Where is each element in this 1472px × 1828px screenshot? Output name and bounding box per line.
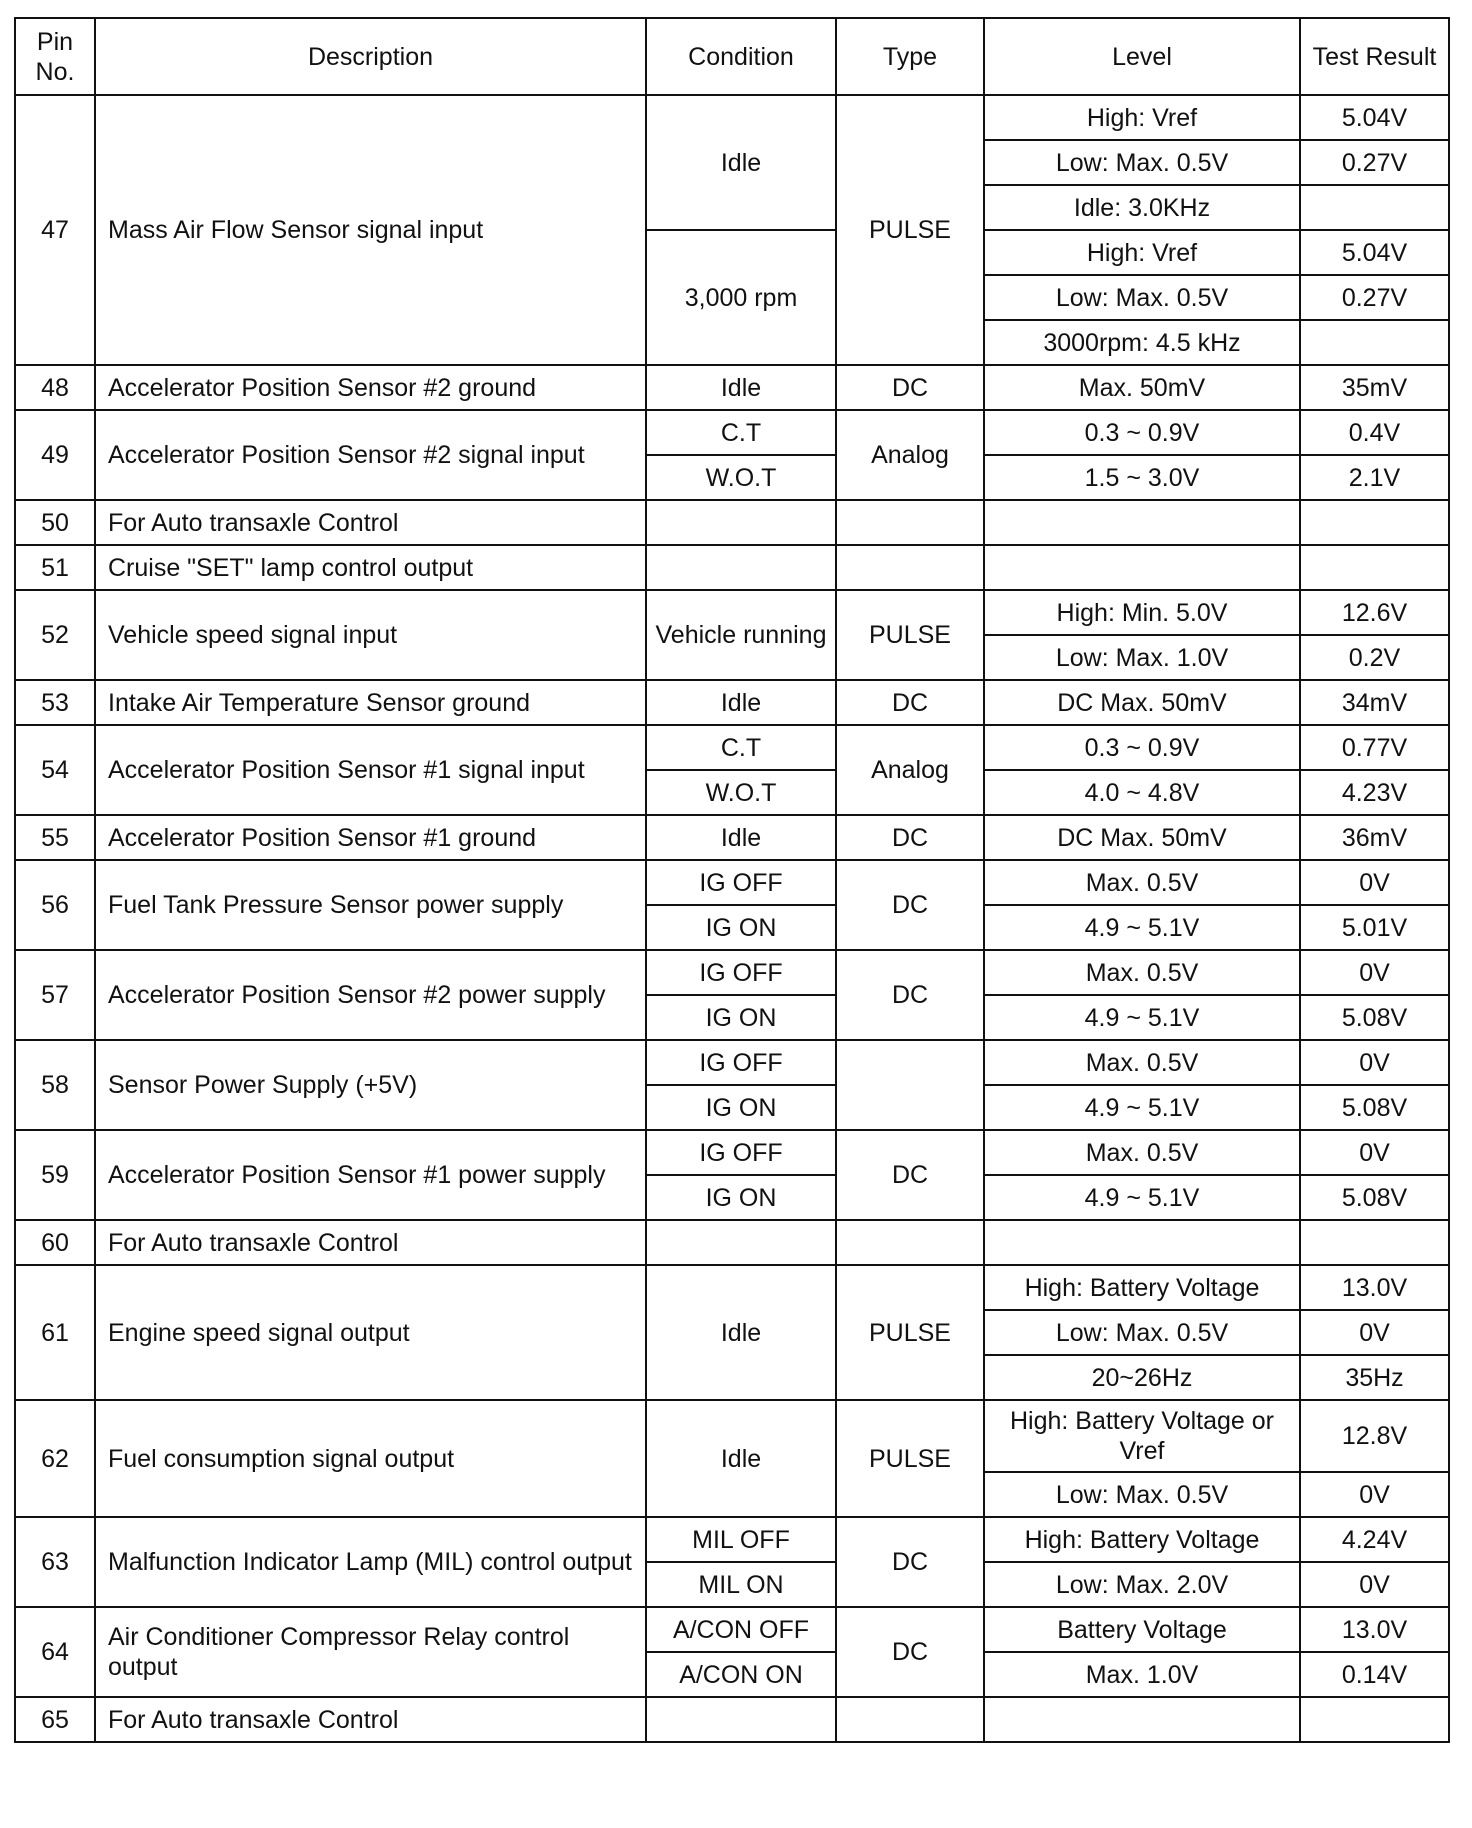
level-cell: High: Vref <box>984 230 1300 275</box>
pin-description: Fuel consumption signal output <box>95 1400 646 1517</box>
result-cell <box>1300 185 1449 230</box>
type-cell: DC <box>836 1517 984 1607</box>
level-cell: Low: Max. 2.0V <box>984 1562 1300 1607</box>
condition-cell: IG OFF <box>646 1130 836 1175</box>
result-cell: 0.77V <box>1300 725 1449 770</box>
condition-cell <box>646 1220 836 1265</box>
pin-description: Accelerator Position Sensor #1 power supply <box>95 1130 646 1220</box>
result-cell: 5.04V <box>1300 230 1449 275</box>
table-row <box>15 1130 1449 1175</box>
result-cell: 0V <box>1300 1130 1449 1175</box>
table-row <box>15 1697 1449 1742</box>
level-cell: Low: Max. 0.5V <box>984 1472 1300 1517</box>
pin-description: Malfunction Indicator Lamp (MIL) control output <box>95 1517 646 1607</box>
pin-number: 57 <box>15 950 95 1040</box>
result-cell: 0V <box>1300 860 1449 905</box>
table-row <box>15 95 1449 140</box>
condition-cell: IG ON <box>646 905 836 950</box>
table-row <box>15 1040 1449 1085</box>
condition-cell: Vehicle running <box>646 590 836 680</box>
condition-cell: Idle <box>646 365 836 410</box>
result-cell: 35Hz <box>1300 1355 1449 1400</box>
level-cell: Idle: 3.0KHz <box>984 185 1300 230</box>
level-cell: 0.3 ~ 0.9V <box>984 725 1300 770</box>
pin-description: Accelerator Position Sensor #1 ground <box>95 815 646 860</box>
condition-cell: Idle <box>646 1400 836 1517</box>
result-cell: 12.8V <box>1300 1400 1449 1472</box>
result-cell: 36mV <box>1300 815 1449 860</box>
pin-number: 52 <box>15 590 95 680</box>
type-cell: PULSE <box>836 1400 984 1517</box>
pin-description: Air Conditioner Compressor Relay control output <box>95 1607 646 1697</box>
type-cell: DC <box>836 680 984 725</box>
result-cell: 4.23V <box>1300 770 1449 815</box>
level-cell: DC Max. 50mV <box>984 680 1300 725</box>
type-cell <box>836 1040 984 1130</box>
condition-cell: Idle <box>646 680 836 725</box>
table-row <box>15 1265 1449 1310</box>
level-cell: High: Battery Voltage <box>984 1265 1300 1310</box>
header-type: Type <box>836 18 984 95</box>
header-description: Description <box>95 18 646 95</box>
level-cell <box>984 500 1300 545</box>
pin-number: 54 <box>15 725 95 815</box>
pin-test-table <box>14 17 1450 1743</box>
table-row <box>15 500 1449 545</box>
pin-description: Fuel Tank Pressure Sensor power supply <box>95 860 646 950</box>
pin-description: Vehicle speed signal input <box>95 590 646 680</box>
level-cell: Low: Max. 1.0V <box>984 635 1300 680</box>
condition-cell <box>646 1697 836 1742</box>
pin-number: 50 <box>15 500 95 545</box>
result-cell <box>1300 1220 1449 1265</box>
type-cell <box>836 1697 984 1742</box>
level-cell <box>984 545 1300 590</box>
type-cell: PULSE <box>836 590 984 680</box>
level-cell: 1.5 ~ 3.0V <box>984 455 1300 500</box>
pin-number: 55 <box>15 815 95 860</box>
condition-cell: Idle <box>646 1265 836 1400</box>
level-cell: Max. 1.0V <box>984 1652 1300 1697</box>
table-row <box>15 1517 1449 1562</box>
table-row <box>15 365 1449 410</box>
table-row <box>15 1220 1449 1265</box>
pin-number: 49 <box>15 410 95 500</box>
result-cell <box>1300 1697 1449 1742</box>
pin-description: For Auto transaxle Control <box>95 1697 646 1742</box>
condition-cell: 3,000 rpm <box>646 230 836 365</box>
level-cell: Low: Max. 0.5V <box>984 140 1300 185</box>
type-cell: DC <box>836 1607 984 1697</box>
type-cell <box>836 1220 984 1265</box>
level-cell: DC Max. 50mV <box>984 815 1300 860</box>
result-cell <box>1300 545 1449 590</box>
result-cell: 5.08V <box>1300 1175 1449 1220</box>
level-cell: High: Battery Voltage or Vref <box>984 1400 1300 1472</box>
pin-description: Accelerator Position Sensor #1 signal input <box>95 725 646 815</box>
type-cell: DC <box>836 1130 984 1220</box>
level-cell: Max. 0.5V <box>984 1130 1300 1175</box>
pin-number: 48 <box>15 365 95 410</box>
type-cell <box>836 500 984 545</box>
result-cell: 12.6V <box>1300 590 1449 635</box>
type-cell: DC <box>836 860 984 950</box>
level-cell: 4.9 ~ 5.1V <box>984 1175 1300 1220</box>
pin-number: 51 <box>15 545 95 590</box>
condition-cell: A/CON OFF <box>646 1607 836 1652</box>
result-cell: 4.24V <box>1300 1517 1449 1562</box>
pin-number: 53 <box>15 680 95 725</box>
condition-cell: C.T <box>646 410 836 455</box>
result-cell: 0.4V <box>1300 410 1449 455</box>
condition-cell: IG OFF <box>646 860 836 905</box>
pin-description: Sensor Power Supply (+5V) <box>95 1040 646 1130</box>
type-cell <box>836 545 984 590</box>
condition-cell: W.O.T <box>646 455 836 500</box>
result-cell: 0.14V <box>1300 1652 1449 1697</box>
result-cell: 0V <box>1300 1562 1449 1607</box>
condition-cell: W.O.T <box>646 770 836 815</box>
pin-description: For Auto transaxle Control <box>95 1220 646 1265</box>
type-cell: PULSE <box>836 95 984 365</box>
condition-cell: IG ON <box>646 995 836 1040</box>
result-cell: 5.08V <box>1300 995 1449 1040</box>
type-cell: DC <box>836 815 984 860</box>
pin-number: 60 <box>15 1220 95 1265</box>
condition-cell: Idle <box>646 95 836 230</box>
level-cell: Low: Max. 0.5V <box>984 1310 1300 1355</box>
pin-description: For Auto transaxle Control <box>95 500 646 545</box>
header-level: Level <box>984 18 1300 95</box>
result-cell <box>1300 500 1449 545</box>
result-cell: 5.01V <box>1300 905 1449 950</box>
condition-cell: Idle <box>646 815 836 860</box>
pin-number: 59 <box>15 1130 95 1220</box>
level-cell <box>984 1220 1300 1265</box>
pin-number: 62 <box>15 1400 95 1517</box>
level-cell: 3000rpm: 4.5 kHz <box>984 320 1300 365</box>
condition-cell: IG OFF <box>646 950 836 995</box>
type-cell: DC <box>836 365 984 410</box>
level-cell: Max. 0.5V <box>984 860 1300 905</box>
result-cell: 34mV <box>1300 680 1449 725</box>
condition-cell: IG ON <box>646 1085 836 1130</box>
pin-description: Accelerator Position Sensor #2 ground <box>95 365 646 410</box>
result-cell: 13.0V <box>1300 1607 1449 1652</box>
header-condition: Condition <box>646 18 836 95</box>
result-cell: 0V <box>1300 1040 1449 1085</box>
table-row <box>15 590 1449 635</box>
type-cell: PULSE <box>836 1265 984 1400</box>
pin-number: 58 <box>15 1040 95 1130</box>
result-cell <box>1300 320 1449 365</box>
type-cell: DC <box>836 950 984 1040</box>
result-cell: 13.0V <box>1300 1265 1449 1310</box>
table-row <box>15 815 1449 860</box>
pin-number: 65 <box>15 1697 95 1742</box>
table-row <box>15 545 1449 590</box>
pin-number: 56 <box>15 860 95 950</box>
level-cell: High: Battery Voltage <box>984 1517 1300 1562</box>
condition-cell: IG OFF <box>646 1040 836 1085</box>
pin-number: 64 <box>15 1607 95 1697</box>
result-cell: 0.2V <box>1300 635 1449 680</box>
pin-description: Mass Air Flow Sensor signal input <box>95 95 646 365</box>
condition-cell: A/CON ON <box>646 1652 836 1697</box>
table-row <box>15 1607 1449 1652</box>
pin-number: 63 <box>15 1517 95 1607</box>
condition-cell <box>646 500 836 545</box>
table-row <box>15 860 1449 905</box>
table-row <box>15 680 1449 725</box>
condition-cell: IG ON <box>646 1175 836 1220</box>
level-cell: Low: Max. 0.5V <box>984 275 1300 320</box>
pin-description: Accelerator Position Sensor #2 power supply <box>95 950 646 1040</box>
level-cell: Battery Voltage <box>984 1607 1300 1652</box>
level-cell: 20~26Hz <box>984 1355 1300 1400</box>
pin-description: Engine speed signal output <box>95 1265 646 1400</box>
level-cell: 4.9 ~ 5.1V <box>984 1085 1300 1130</box>
level-cell <box>984 1697 1300 1742</box>
level-cell: 4.9 ~ 5.1V <box>984 995 1300 1040</box>
result-cell: 0V <box>1300 1310 1449 1355</box>
table-row <box>15 410 1449 455</box>
result-cell: 0V <box>1300 1472 1449 1517</box>
header-result: Test Result <box>1300 18 1449 95</box>
level-cell: 0.3 ~ 0.9V <box>984 410 1300 455</box>
result-cell: 0.27V <box>1300 140 1449 185</box>
condition-cell: MIL OFF <box>646 1517 836 1562</box>
table-row <box>15 725 1449 770</box>
level-cell: High: Min. 5.0V <box>984 590 1300 635</box>
header-row <box>15 18 1449 95</box>
pin-description: Accelerator Position Sensor #2 signal input <box>95 410 646 500</box>
pin-description: Cruise "SET" lamp control output <box>95 545 646 590</box>
level-cell: 4.0 ~ 4.8V <box>984 770 1300 815</box>
result-cell: 5.08V <box>1300 1085 1449 1130</box>
pin-number: 61 <box>15 1265 95 1400</box>
level-cell: Max. 0.5V <box>984 950 1300 995</box>
condition-cell: MIL ON <box>646 1562 836 1607</box>
table-row <box>15 950 1449 995</box>
pin-description: Intake Air Temperature Sensor ground <box>95 680 646 725</box>
result-cell: 0V <box>1300 950 1449 995</box>
level-cell: Max. 50mV <box>984 365 1300 410</box>
level-cell: 4.9 ~ 5.1V <box>984 905 1300 950</box>
type-cell: Analog <box>836 725 984 815</box>
condition-cell <box>646 545 836 590</box>
condition-cell: C.T <box>646 725 836 770</box>
result-cell: 0.27V <box>1300 275 1449 320</box>
level-cell: Max. 0.5V <box>984 1040 1300 1085</box>
type-cell: Analog <box>836 410 984 500</box>
header-pin: Pin No. <box>15 18 95 95</box>
level-cell: High: Vref <box>984 95 1300 140</box>
result-cell: 5.04V <box>1300 95 1449 140</box>
result-cell: 35mV <box>1300 365 1449 410</box>
table-row <box>15 1400 1449 1472</box>
pin-number: 47 <box>15 95 95 365</box>
result-cell: 2.1V <box>1300 455 1449 500</box>
